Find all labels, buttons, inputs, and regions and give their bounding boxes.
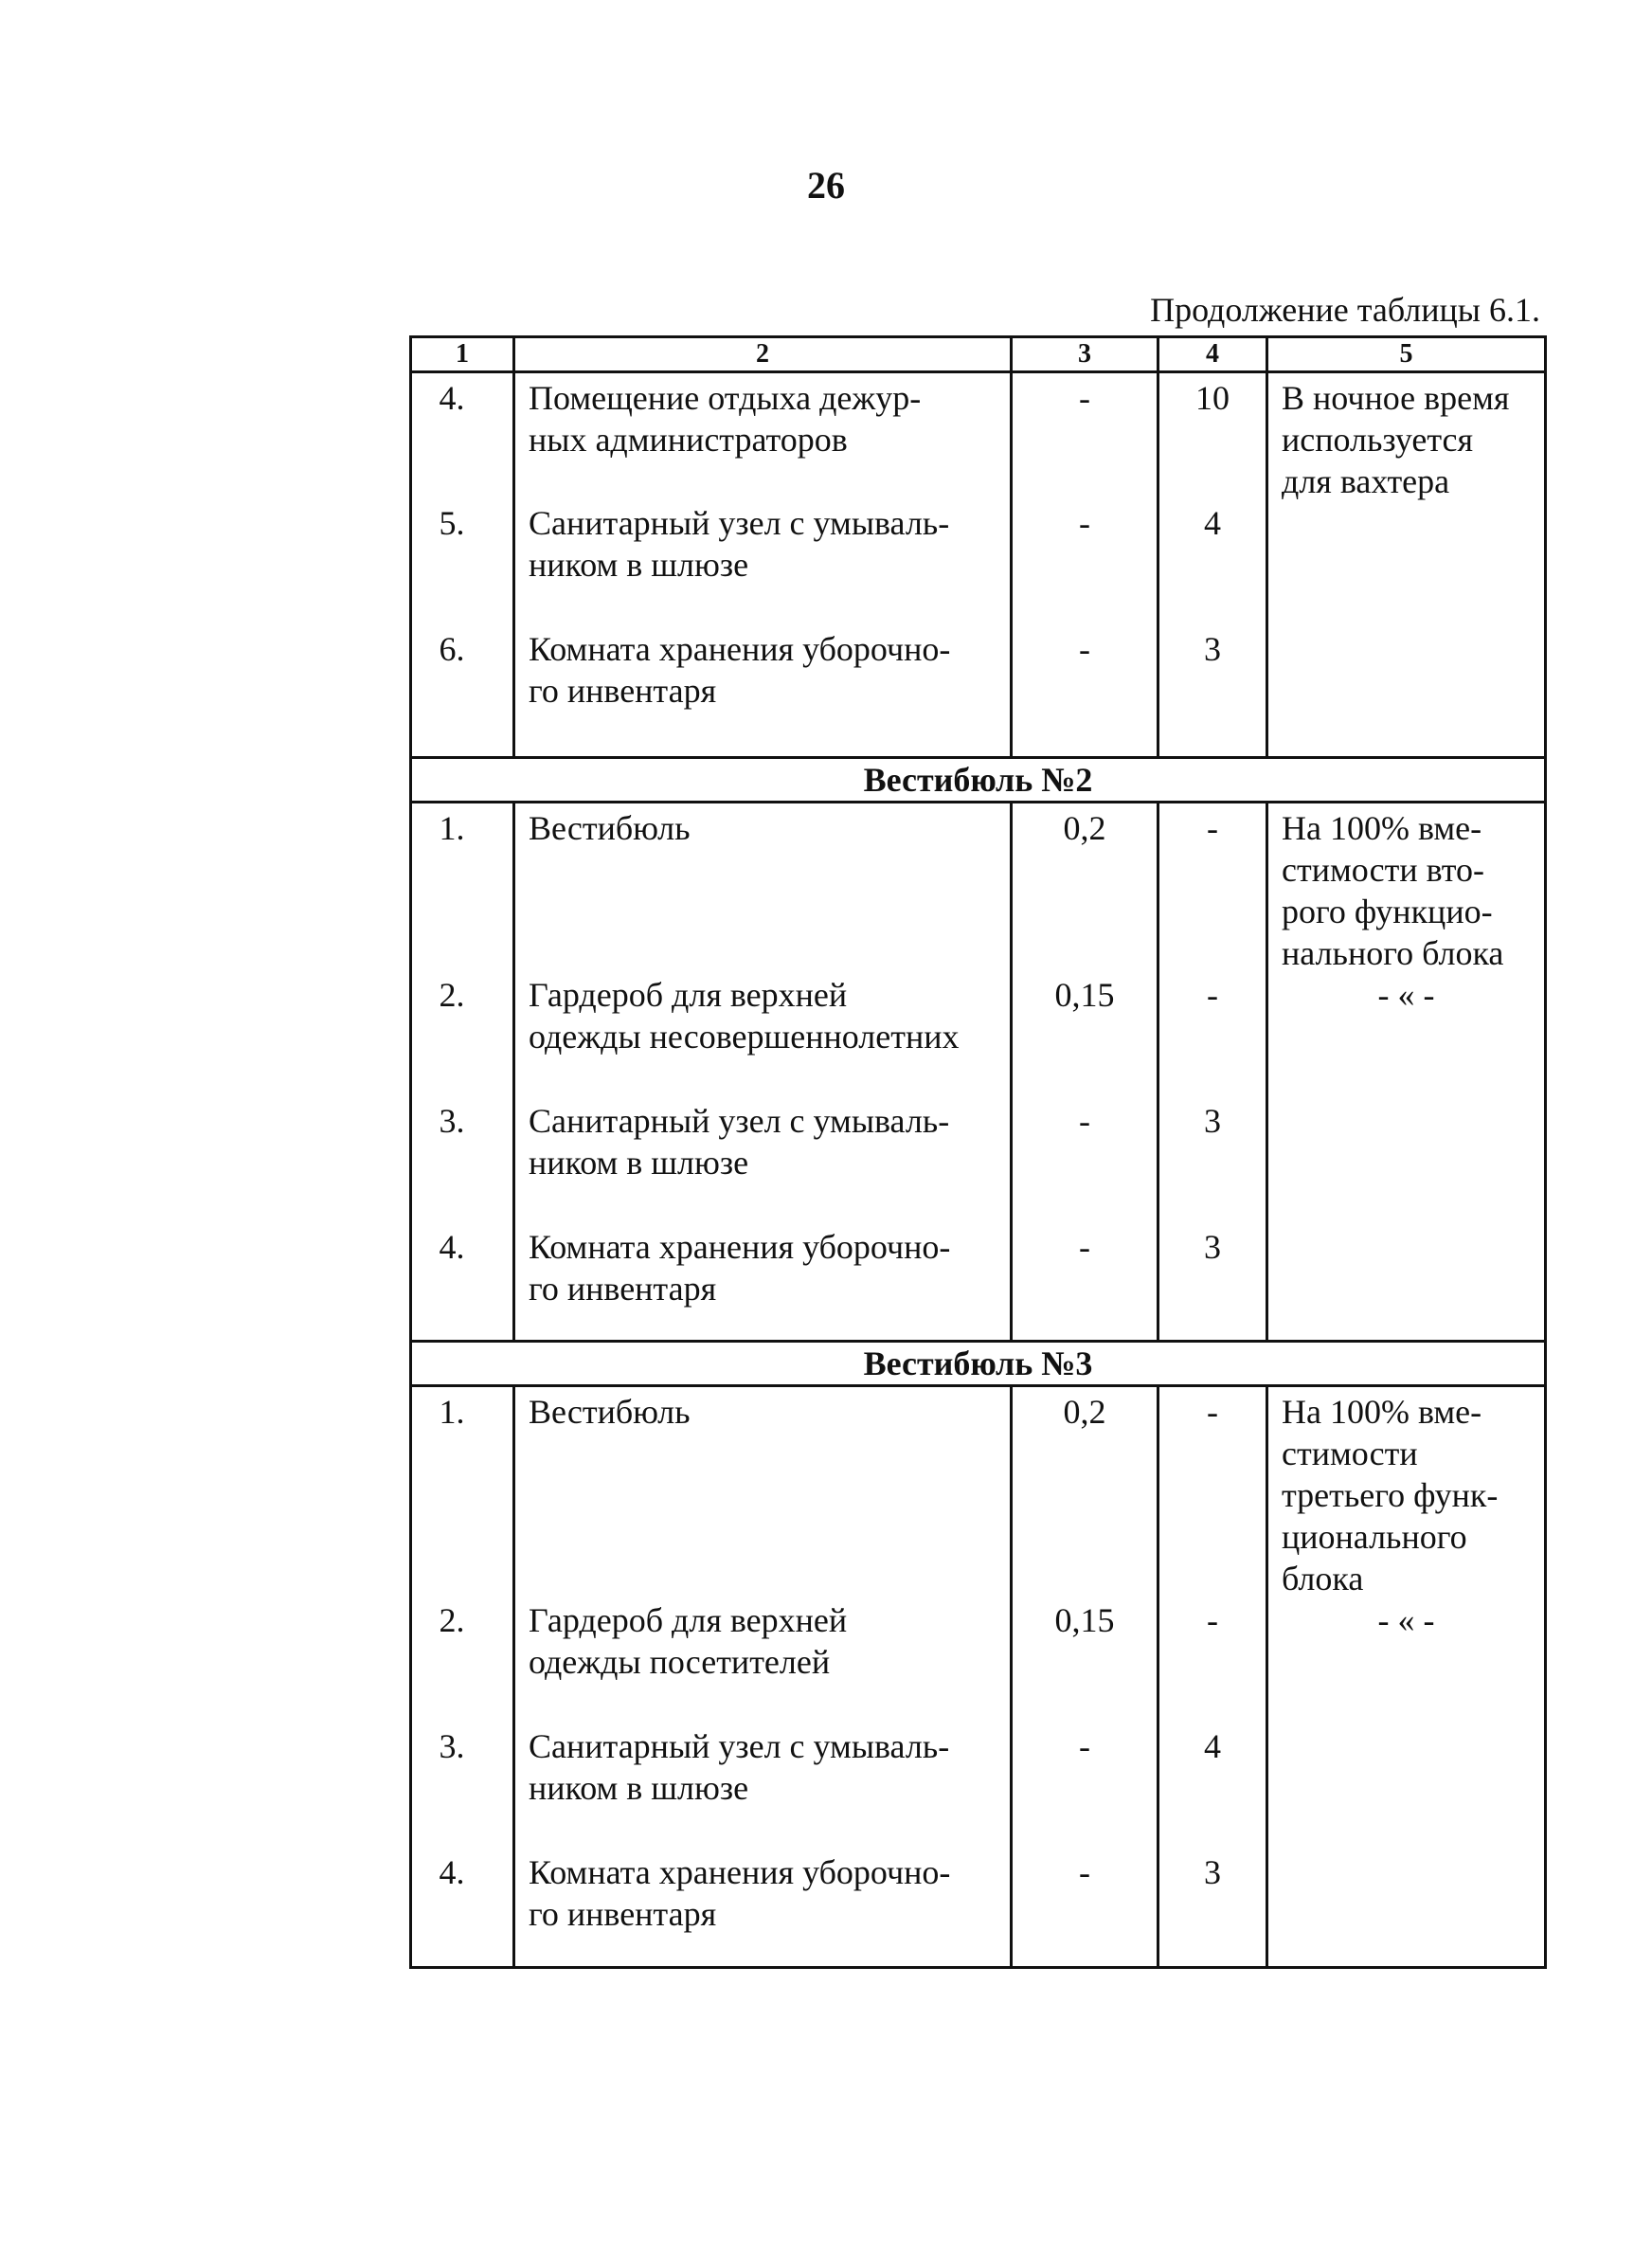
row-number [411, 1725, 514, 1851]
table-row [411, 1100, 1546, 1226]
cell-text-line: 4. [439, 379, 465, 417]
area-total [1158, 1100, 1267, 1226]
area-total [1158, 1226, 1267, 1342]
column-header: 5 [1267, 337, 1546, 372]
table-row [411, 1851, 1546, 1968]
cell-text-line: ционального [1282, 1518, 1467, 1556]
area-total [1158, 1599, 1267, 1725]
area-total [1158, 1851, 1267, 1968]
cell-text-line: - « - [1377, 976, 1435, 1014]
cell-text-line: Санитарный узел с умываль- [529, 504, 950, 542]
area-per-person [1012, 974, 1158, 1100]
cell-text-line: - [1079, 1102, 1090, 1140]
cell-text-line: В ночное время [1282, 379, 1510, 417]
note [1267, 1599, 1546, 1725]
note [1267, 628, 1546, 758]
section-title: Вестибюль №3 [411, 1342, 1546, 1386]
cell-text-line: 2. [439, 1601, 465, 1639]
area-total [1158, 1725, 1267, 1851]
cell-text-line: - « - [1377, 1601, 1435, 1639]
area-per-person [1012, 803, 1158, 975]
cell-text-line: 3 [1204, 1102, 1221, 1140]
cell-text-line: - [1207, 1393, 1218, 1431]
table-header-row [411, 337, 1546, 372]
note [1267, 974, 1546, 1100]
note [1267, 1100, 1546, 1226]
cell-text-line: блока [1282, 1560, 1364, 1597]
row-number [411, 628, 514, 758]
cell-text-line: рого функцио- [1282, 893, 1493, 930]
cell-text-line: 0,15 [1054, 976, 1115, 1014]
cell-text-line: Комната хранения уборочно- [529, 1228, 951, 1266]
cell-text-line: 5. [439, 504, 465, 542]
cell-text-line: - [1207, 809, 1218, 847]
cell-text-line: ником в шлюзе [529, 1769, 749, 1807]
note [1267, 1851, 1546, 1968]
cell-text-line: 4 [1204, 504, 1221, 542]
row-number [411, 502, 514, 628]
room-name [514, 1226, 1012, 1342]
cell-text-line: На 100% вме- [1282, 809, 1482, 847]
table-row [411, 1226, 1546, 1342]
area-per-person [1012, 1386, 1158, 1600]
row-number [411, 372, 514, 503]
column-header: 4 [1158, 337, 1267, 372]
area-total [1158, 803, 1267, 975]
table-row [411, 628, 1546, 758]
cell-text-line: одежды посетителей [529, 1643, 831, 1681]
room-name [514, 974, 1012, 1100]
area-per-person [1012, 1100, 1158, 1226]
cell-text-line: ником в шлюзе [529, 546, 749, 584]
room-name [514, 1100, 1012, 1226]
cell-text-line: Санитарный узел с умываль- [529, 1102, 950, 1140]
row-number [411, 1599, 514, 1725]
cell-text-line: 6. [439, 630, 465, 668]
room-name [514, 1851, 1012, 1968]
cell-text-line: 4. [439, 1228, 465, 1266]
row-number [411, 1386, 514, 1600]
column-header: 2 [514, 337, 1012, 372]
table-row [411, 1599, 1546, 1725]
note [1267, 803, 1546, 975]
table-row [411, 502, 1546, 628]
cell-text-line: 1. [439, 809, 465, 847]
row-number [411, 974, 514, 1100]
cell-text-line: ных администраторов [529, 421, 848, 459]
cell-text-line: 10 [1195, 379, 1230, 417]
cell-text-line: На 100% вме- [1282, 1393, 1482, 1431]
cell-text-line: третьего функ- [1282, 1476, 1499, 1514]
row-number [411, 803, 514, 975]
cell-text-line: 1. [439, 1393, 465, 1431]
section-header-row [411, 758, 1546, 803]
note [1267, 502, 1546, 628]
cell-text-line: 4. [439, 1853, 465, 1891]
table-row [411, 1386, 1546, 1600]
cell-text-line: 0,2 [1063, 1393, 1106, 1431]
cell-text-line: стимости вто- [1282, 851, 1484, 889]
area-per-person [1012, 1226, 1158, 1342]
cell-text-line: 3 [1204, 1853, 1221, 1891]
note [1267, 1725, 1546, 1851]
note [1267, 372, 1546, 503]
cell-text-line: одежды несовершеннолетних [529, 1018, 960, 1056]
page-number: 26 [807, 164, 845, 207]
area-per-person [1012, 628, 1158, 758]
cell-text-line: нального блока [1282, 934, 1504, 972]
area-per-person [1012, 1599, 1158, 1725]
cell-text-line: го инвентаря [529, 1895, 717, 1933]
cell-text-line: 0,2 [1063, 809, 1106, 847]
cell-text-line: 3. [439, 1727, 465, 1765]
room-name [514, 502, 1012, 628]
cell-text-line: Санитарный узел с умываль- [529, 1727, 950, 1765]
cell-text-line: го инвентаря [529, 672, 717, 710]
row-number [411, 1851, 514, 1968]
table-caption: Продолжение таблицы 6.1. [1150, 291, 1540, 329]
area-per-person [1012, 502, 1158, 628]
cell-text-line: 4 [1204, 1727, 1221, 1765]
room-name [514, 803, 1012, 975]
section-header-row [411, 1342, 1546, 1386]
row-number [411, 1100, 514, 1226]
cell-text-line: ником в шлюзе [529, 1144, 749, 1182]
cell-text-line: стимости [1282, 1435, 1418, 1472]
cell-text-line: - [1079, 504, 1090, 542]
table-row [411, 974, 1546, 1100]
area-total [1158, 502, 1267, 628]
cell-text-line: - [1079, 1727, 1090, 1765]
cell-text-line: Вестибюль [529, 1393, 691, 1431]
area-total [1158, 372, 1267, 503]
column-header: 3 [1012, 337, 1158, 372]
cell-text-line: используется [1282, 421, 1474, 459]
cell-text-line: 3 [1204, 630, 1221, 668]
table-row [411, 1725, 1546, 1851]
cell-text-line: Комната хранения уборочно- [529, 630, 951, 668]
cell-text-line: Гардероб для верхней [529, 1601, 848, 1639]
note [1267, 1386, 1546, 1600]
area-per-person [1012, 372, 1158, 503]
cell-text-line: 2. [439, 976, 465, 1014]
cell-text-line: Комната хранения уборочно- [529, 1853, 951, 1891]
room-name [514, 1725, 1012, 1851]
cell-text-line: Гардероб для верхней [529, 976, 848, 1014]
area-total [1158, 974, 1267, 1100]
room-name [514, 628, 1012, 758]
cell-text-line: для вахтера [1282, 462, 1450, 500]
section-title: Вестибюль №2 [411, 758, 1546, 803]
cell-text-line: - [1079, 630, 1090, 668]
cell-text-line: Помещение отдыха дежур- [529, 379, 922, 417]
row-number [411, 1226, 514, 1342]
cell-text-line: 0,15 [1054, 1601, 1115, 1639]
cell-text-line: го инвентаря [529, 1270, 717, 1308]
cell-text-line: - [1079, 379, 1090, 417]
cell-text-line: 3. [439, 1102, 465, 1140]
area-total [1158, 1386, 1267, 1600]
area-per-person [1012, 1725, 1158, 1851]
cell-text-line: Вестибюль [529, 809, 691, 847]
column-header: 1 [411, 337, 514, 372]
cell-text-line: - [1079, 1853, 1090, 1891]
cell-text-line: - [1079, 1228, 1090, 1266]
room-name [514, 372, 1012, 503]
area-total [1158, 628, 1267, 758]
cell-text-line: - [1207, 976, 1218, 1014]
cell-text-line: - [1207, 1601, 1218, 1639]
room-name [514, 1386, 1012, 1600]
rooms-table [409, 335, 1547, 1969]
table-row [411, 372, 1546, 503]
cell-text-line: 3 [1204, 1228, 1221, 1266]
note [1267, 1226, 1546, 1342]
area-per-person [1012, 1851, 1158, 1968]
room-name [514, 1599, 1012, 1725]
table-row [411, 803, 1546, 975]
